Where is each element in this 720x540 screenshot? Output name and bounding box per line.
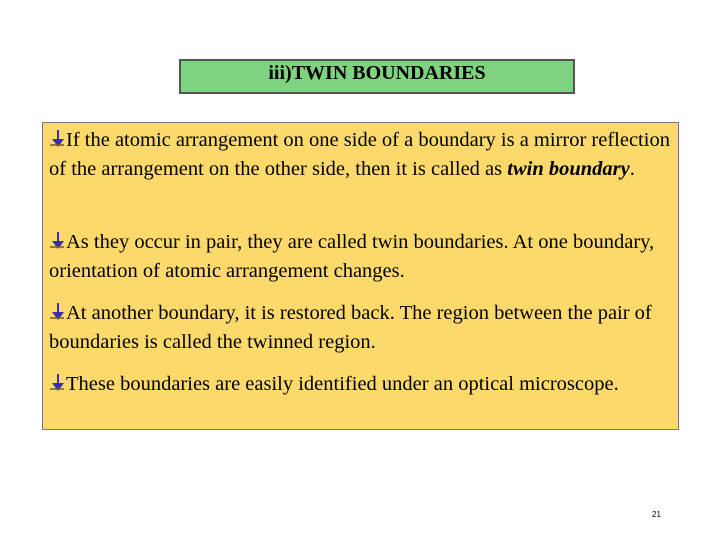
paragraph-3-text: At another boundary, it is restored back. The region between the pair of boundaries is called the twinned region. <box>49 302 652 353</box>
paragraph-2-text: As they occur in pair, they are called twin boundaries. At one boundary, orientation of atomic arrangement changes. <box>49 231 655 282</box>
slide-title: iii)TWIN BOUNDARIES <box>268 62 486 84</box>
paragraph-3 <box>49 299 671 357</box>
paragraph-1-end: . <box>629 158 635 180</box>
paragraph-4-text: These boundaries are easily identified under an optical microscope. <box>66 373 619 395</box>
paragraph-4 <box>49 370 671 399</box>
paragraph-2 <box>49 228 671 286</box>
paragraph-1 <box>49 126 671 184</box>
page-number: 21 <box>652 510 661 519</box>
arrow-down-bullet-icon <box>49 232 65 250</box>
paragraph-1-text: If the atomic arrangement on one side of a boundary is a mirror reflection of the arrangement on the other side, then it is called as <box>49 129 670 180</box>
arrow-down-bullet-icon <box>49 374 65 392</box>
content-box <box>42 122 679 430</box>
arrow-down-bullet-icon <box>49 303 65 321</box>
arrow-down-bullet-icon <box>49 130 65 148</box>
twin-boundary-term: twin boundary <box>507 158 630 180</box>
slide-title-box <box>179 59 575 94</box>
